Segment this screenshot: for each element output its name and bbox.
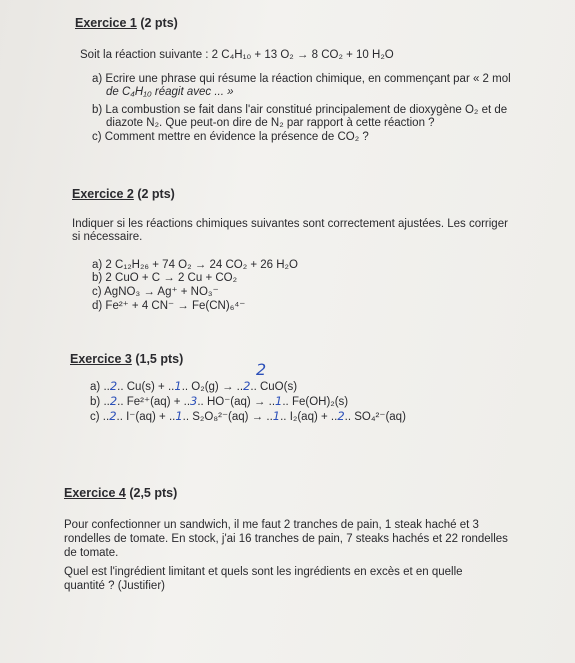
ex3-a-coef-1[interactable]: 2 bbox=[109, 379, 118, 393]
ex3-title bbox=[70, 352, 183, 366]
ex4-paragraph-line3: de tomate. bbox=[64, 547, 119, 559]
ex3-c-species-4: SO₄²⁻(aq) bbox=[354, 411, 406, 423]
ex3-c-label: c) bbox=[90, 411, 100, 423]
ex3-c-species-3: I₂(aq) + bbox=[289, 411, 328, 423]
ex2-title-text: Exercice 2 bbox=[72, 187, 134, 201]
ex3-a-species-3: CuO(s) bbox=[259, 381, 298, 393]
ex4-paragraph-line2: rondelles de tomate. En stock, j'ai 16 tranches de pain, 7 steaks hachés et 22 rondelles bbox=[64, 533, 508, 545]
ex2-equation-c: c) AgNO₃ → Ag⁺ + NO₃⁻ bbox=[92, 286, 219, 298]
ex4-points: (2,5 pts) bbox=[125, 486, 178, 500]
ex3-c-coef-2[interactable]: 1 bbox=[175, 409, 183, 423]
ex3-c-coef-1[interactable]: 2 bbox=[109, 409, 117, 423]
ex3-b-species-1: Fe²⁺(aq) + bbox=[126, 396, 181, 408]
ex3-points: (1,5 pts) bbox=[131, 352, 184, 366]
ex3-b-coef-1[interactable]: 2 bbox=[109, 394, 118, 408]
ex4-question-line1: Quel est l'ingrédient limitant et quels sont les ingrédients en excès et en quelle bbox=[64, 566, 463, 578]
ex1-title-text: Exercice 1 bbox=[75, 16, 137, 30]
ex3-c-coef-3[interactable]: 1 bbox=[272, 409, 281, 423]
ex1-title bbox=[75, 16, 178, 30]
ex3-b-species-2: HO⁻(aq) → bbox=[206, 396, 266, 408]
ex1-points: (2 pts) bbox=[136, 16, 178, 30]
ex2-equation-b: b) 2 CuO + C → 2 Cu + CO₂ bbox=[92, 272, 238, 284]
ex2-intro-line2: si nécessaire. bbox=[72, 231, 143, 243]
ex1-question-a-line1: a) Ecrire une phrase qui résume la réaction chimique, en commençant par « 2 mol bbox=[92, 73, 511, 85]
ex3-b-label: b) bbox=[90, 396, 101, 408]
ex1-question-a-line2: de C₄H₁₀ réagit avec ... » bbox=[106, 86, 234, 98]
ex4-title bbox=[64, 486, 177, 500]
ex3-equation-a: a) ..2.. Cu(s) + ..1.. O₂(g) → ..2.. CuO(s) bbox=[90, 379, 298, 393]
ex1-intro: Soit la réaction suivante : 2 C₄H₁₀ + 13 O₂ → 8 CO₂ + 10 H₂O bbox=[80, 49, 394, 61]
ex2-equation-d: d) Fe²⁺ + 4 CN⁻ → Fe(CN)₆⁴⁻ bbox=[92, 300, 246, 312]
ex4-title-text: Exercice 4 bbox=[64, 486, 126, 500]
ex3-equation-c: c) ..2.. I⁻(aq) + ..1.. S₂O₈²⁻(aq) → ..1.. I₂(aq) + ..2.. SO₄²⁻(aq) bbox=[90, 409, 406, 423]
ex4-paragraph-line1: Pour confectionner un sandwich, il me faut 2 tranches de pain, 1 steak haché et 3 bbox=[64, 519, 479, 531]
ex3-c-species-2: S₂O₈²⁻(aq) → bbox=[192, 411, 264, 423]
ex3-title-text: Exercice 3 bbox=[70, 352, 132, 366]
ex2-intro-line1: Indiquer si les réactions chimiques suivantes sont correctement ajustées. Les corriger bbox=[72, 218, 508, 230]
ex3-b-species-3: Fe(OH)₂(s) bbox=[291, 396, 349, 408]
ex3-c-coef-4[interactable]: 2 bbox=[337, 409, 345, 423]
ex3-a-coef-3[interactable]: 2 bbox=[243, 379, 251, 393]
ex3-a-species-2: O₂(g) → bbox=[191, 381, 234, 393]
ex2-equation-a: a) 2 C₁₂H₂₆ + 74 O₂ → 24 CO₂ + 26 H₂O bbox=[92, 259, 298, 271]
ex3-c-species-1: I⁻(aq) + bbox=[126, 411, 166, 423]
ex4-question-line2: quantité ? (Justifier) bbox=[64, 580, 165, 592]
ex2-title bbox=[72, 187, 175, 201]
ex1-question-c: c) Comment mettre en évidence la présence de CO₂ ? bbox=[92, 131, 369, 143]
ex1-question-b-line2: diazote N₂. Que peut-on dire de N₂ par rapport à cette réaction ? bbox=[106, 117, 435, 129]
ex3-a-coef-2[interactable]: 1 bbox=[174, 379, 182, 393]
ex3-handwritten-note: 2 bbox=[256, 360, 267, 379]
ex2-points: (2 pts) bbox=[133, 187, 175, 201]
ex1-question-b-line1: b) La combustion se fait dans l'air constitué principalement de dioxygène O₂ et de bbox=[92, 104, 508, 116]
ex3-b-coef-3[interactable]: 1 bbox=[275, 394, 283, 408]
ex3-a-label: a) bbox=[90, 381, 101, 393]
ex3-equation-b: b) ..2.. Fe²⁺(aq) + ..3.. HO⁻(aq) → ..1.. Fe(OH)₂(s) bbox=[90, 394, 349, 408]
ex3-b-coef-2[interactable]: 3 bbox=[190, 394, 198, 408]
ex3-a-species-1: Cu(s) + bbox=[126, 381, 165, 393]
